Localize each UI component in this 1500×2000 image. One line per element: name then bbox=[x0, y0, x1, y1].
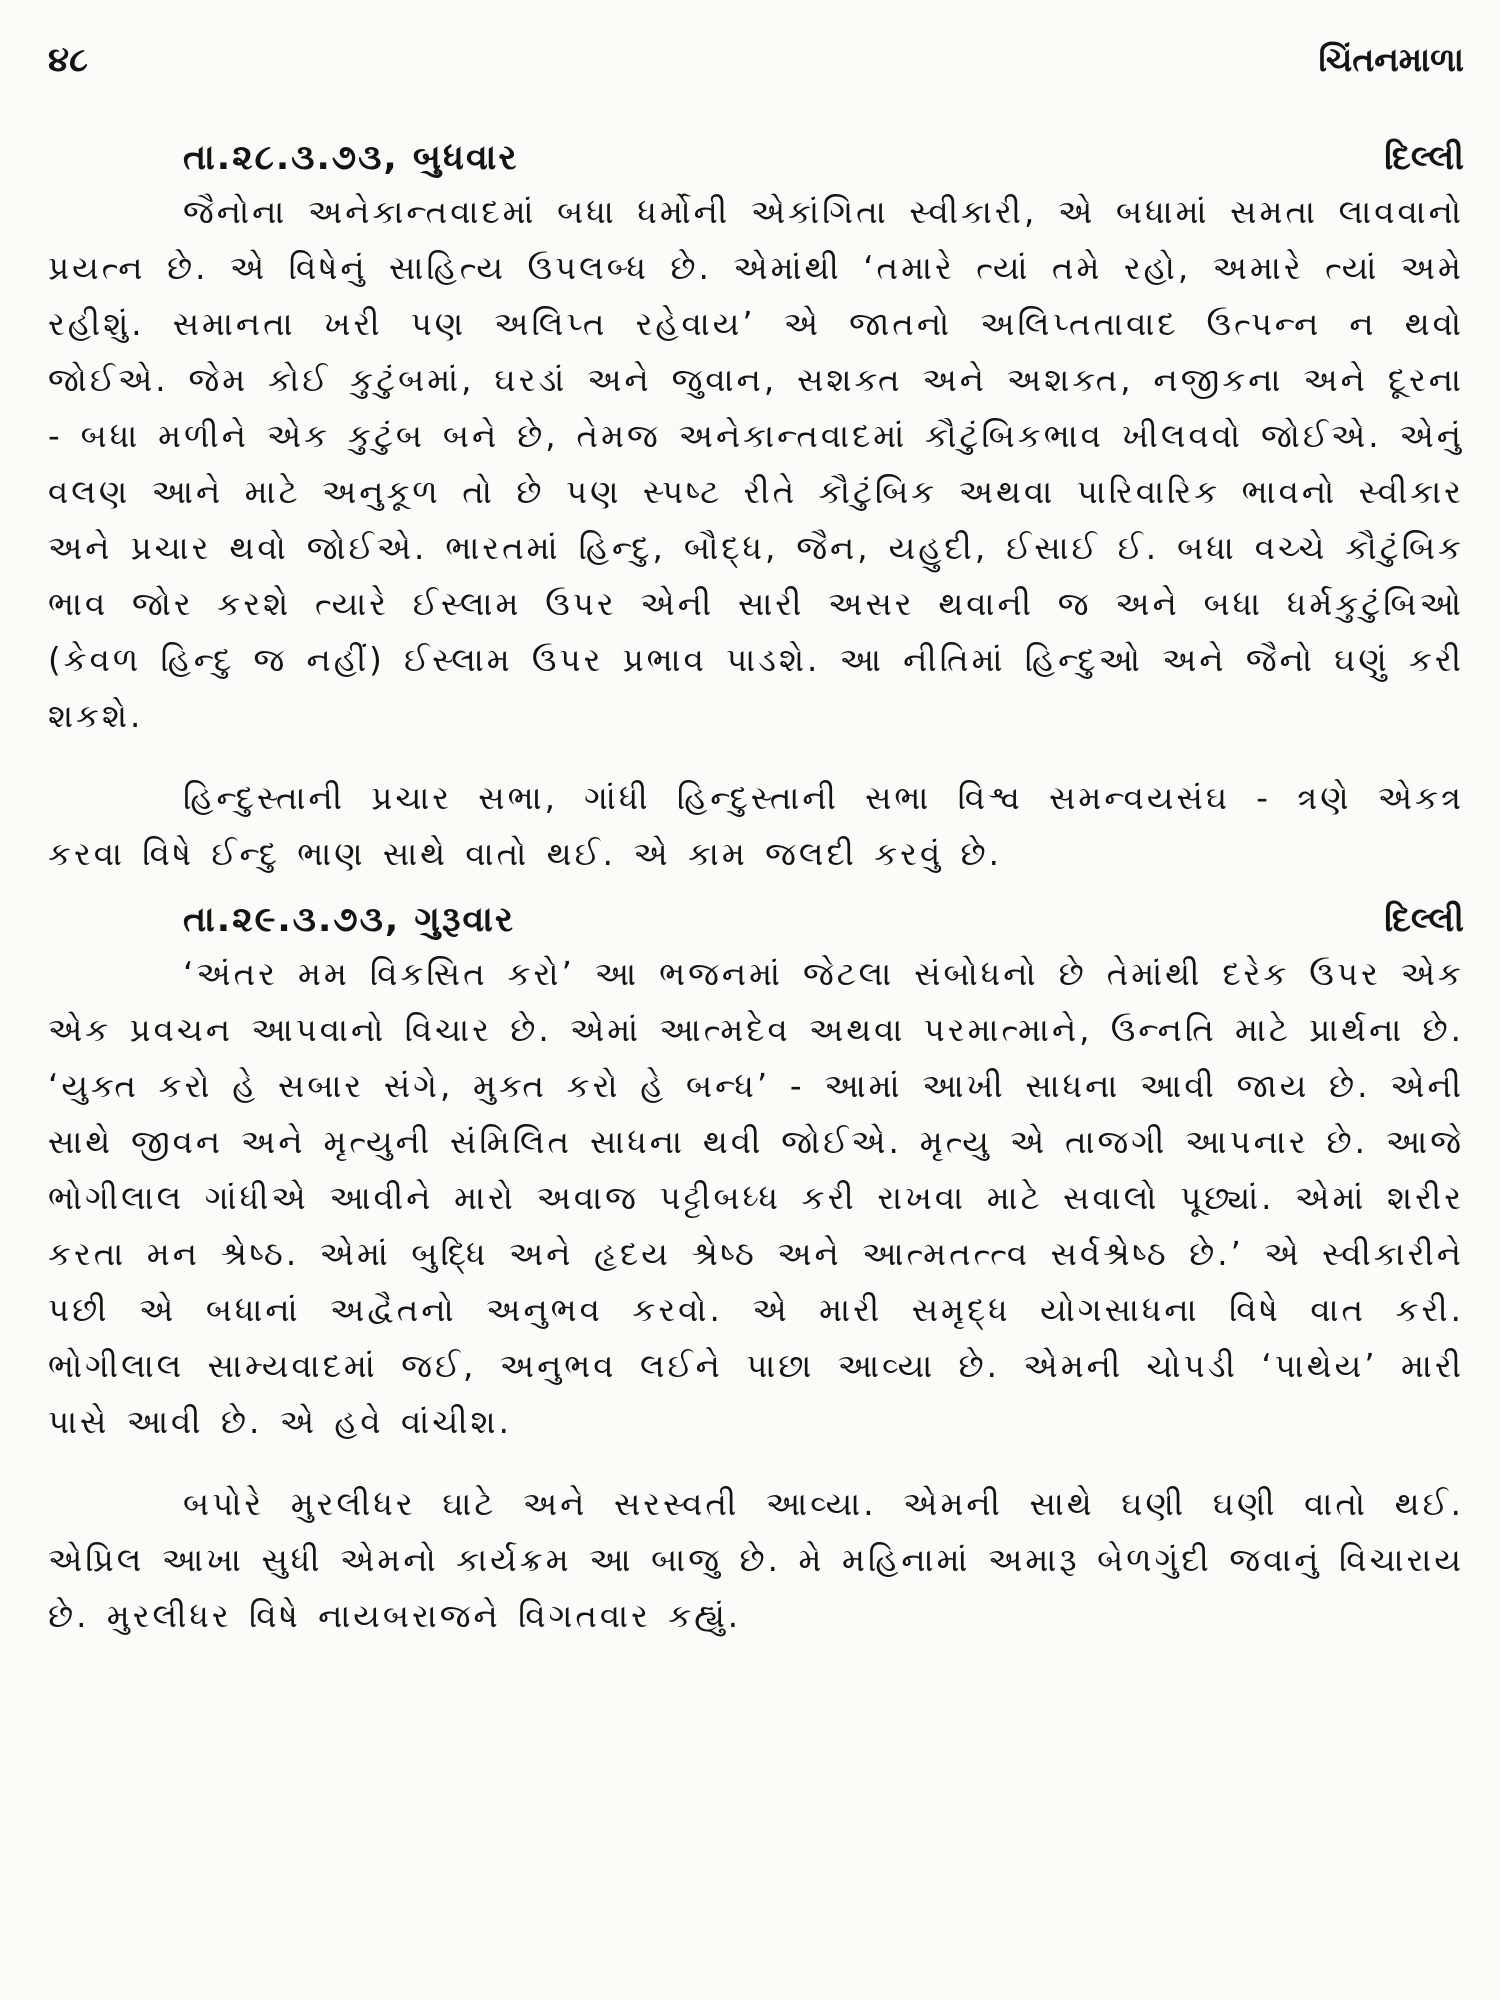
entry-heading bbox=[48, 138, 1464, 178]
entry-date: તા.૨૮.૩.૭૩, બુધવાર bbox=[183, 138, 519, 178]
entry-date: તા.૨૯.૩.૭૩, ગુરૂવાર bbox=[183, 900, 516, 940]
entry-place: દિલ્લી bbox=[1384, 138, 1464, 178]
entry-heading bbox=[48, 900, 1464, 940]
diary-entry bbox=[48, 138, 1464, 882]
paragraph: બપોરે મુરલીધર ઘાટે અને સરસ્વતી આવ્યા. એમની સાથે ઘણી ઘણી વાતો થઈ. એપ્રિલ આખા સુધી એમનો કાર્યક્રમ આ બાજુ છે. મે મહિનામાં અમારૂ બેળગુંદી જવાનું વિચારાય છે. મુરલીધર વિષે નાયબરાજને વિગતવાર કહ્યું. bbox=[48, 1485, 1464, 1635]
book-title: ચિંતનમાળા bbox=[1318, 40, 1464, 79]
entry-place: દિલ્લી bbox=[1384, 900, 1464, 940]
paragraph: જૈનોના અનેકાન્તવાદમાં બધા ધર્મોની એકાંગિતા સ્વીકારી, એ બધામાં સમતા લાવવાનો પ્રયત્ન છે. એ વિષેનું સાહિત્ય ઉપલબ્ધ છે. એમાંથી ‘તમારે ત્યાં તમે રહો, અમારે ત્યાં અમે રહીશું. સમાનતા ખરી પણ અલિપ્ત રહેવાય’ એ જાતનો અલિપ્તતાવાદ ઉત્પન્ન ન થવો જોઈએ. જેમ કોઈ કુટુંબમાં, ઘરડાં અને જુવાન, સશક્ત અને અશક્ત, નજીકના અને દૂરના - બધા મળીને એક કુટુંબ બને છે, તેમજ અનેકાન્તવાદમાં કૌટુંબિકભાવ ખીલવવો જોઈએ. એનું વલણ આને માટે અનુકૂળ તો છે પણ સ્પષ્ટ રીતે કૌટુંબિક અથવા પારિવારિક ભાવનો સ્વીકાર અને પ્રચાર થવો જોઈએ. ભારતમાં હિન્દુ, બૌદ્ધ, જૈન, યહુદી, ઈસાઈ ઈ. બધા વચ્ચે કૌટુંબિક ભાવ જોર કરશે ત્યારે ઈસ્લામ ઉપર એની સારી અસર થવાની જ અને બધા ધર્મકુટુંબિઓ (કેવળ હિન્દુ જ નહીં) ઈસ્લામ ઉપર પ્રભાવ પાડશે. આ નીતિમાં હિન્દુઓ અને જૈનો ઘણું કરી શકશે. bbox=[48, 193, 1464, 735]
diary-entry bbox=[48, 900, 1464, 1644]
paragraph: હિન્દુસ્તાની પ્રચાર સભા, ગાંધી હિન્દુસ્તાની સભા વિશ્વ સમન્વયસંઘ - ત્રણે એકત્ર કરવા વિષે ઈન્દુ ભાણ સાથે વાતો થઈ. એ કામ જલદી કરવું છે. bbox=[48, 779, 1464, 873]
running-head bbox=[48, 40, 1464, 100]
page-number: ૪૮ bbox=[48, 40, 88, 80]
paragraph: ‘અંતર મમ વિકસિત કરો’ આ ભજનમાં જેટલા સંબોધનો છે તેમાંથી દરેક ઉપર એક એક પ્રવચન આપવાનો વિચાર છે. એમાં આત્મદેવ અથવા પરમાત્માને, ઉન્નતિ માટે પ્રાર્થના છે. ‘યુક્ત કરો હે સબાર સંગે, મુક્ત કરો હે બન્ધ’ - આમાં આખી સાધના આવી જાય છે. એની સાથે જીવન અને મૃત્યુની સંમિલિત સાધના થવી જોઈએ. મૃત્યુ એ તાજગી આપનાર છે. આજે ભોગીલાલ ગાંધીએ આવીને મારો અવાજ પટ્ટીબધ્ધ કરી રાખવા માટે સવાલો પૂછ્યાં. એમાં શરીર કરતા મન શ્રેષ્ઠ. એમાં બુદ્ધિ અને હૃદય શ્રેષ્ઠ અને આત્મતત્ત્વ સર્વશ્રેષ્ઠ છે.’ એ સ્વીકારીને પછી એ બધાનાં અદ્વૈતનો અનુભવ કરવો. એ મારી સમૃદ્ધ યોગસાધના વિષે વાત કરી. ભોગીલાલ સામ્યવાદમાં જઈ, અનુભવ લઈને પાછા આવ્યા છે. એમની ચોપડી ‘પાથેય’ મારી પાસે આવી છે. એ હવે વાંચીશ. bbox=[48, 955, 1464, 1441]
